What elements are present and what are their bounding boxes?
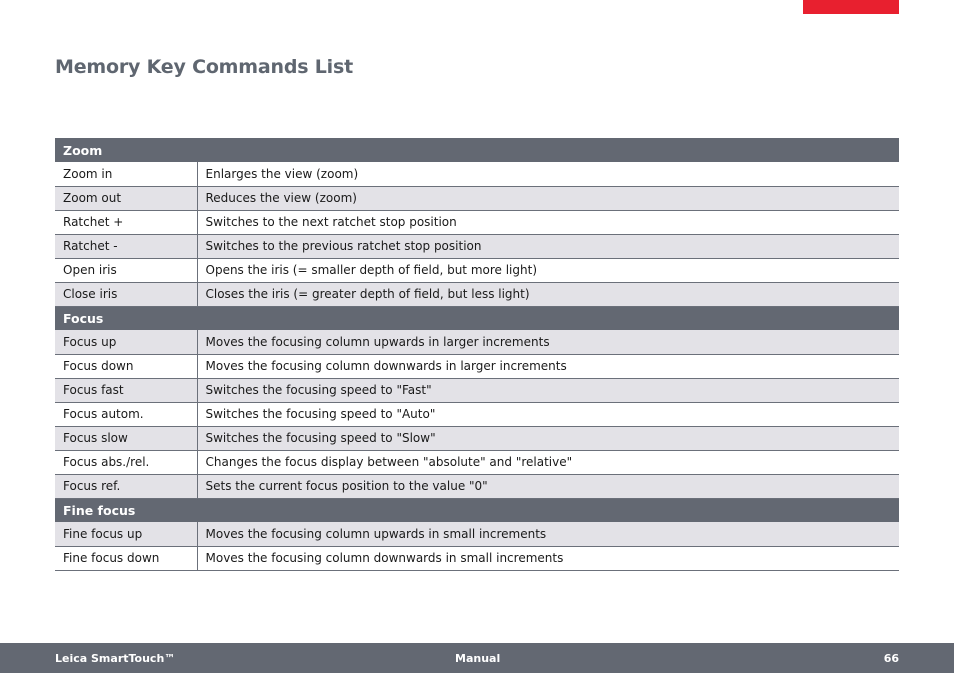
table-row <box>55 186 899 210</box>
section-title: Zoom <box>55 138 899 162</box>
command-name: Fine focus down <box>55 546 197 570</box>
table-row <box>55 162 899 186</box>
table-row <box>55 402 899 426</box>
memory-key-commands-table <box>55 138 899 571</box>
command-name: Focus ref. <box>55 474 197 498</box>
command-description: Switches the focusing speed to "Auto" <box>197 402 899 426</box>
command-description: Sets the current focus position to the value "0" <box>197 474 899 498</box>
command-description: Moves the focusing column upwards in larger increments <box>197 330 899 354</box>
table-row <box>55 450 899 474</box>
command-description: Moves the focusing column upwards in small increments <box>197 522 899 546</box>
table-row <box>55 426 899 450</box>
footer-product-name: Leica SmartTouch™ <box>55 652 176 665</box>
footer-page-number: 66 <box>883 652 899 665</box>
table-row <box>55 210 899 234</box>
command-description: Changes the focus display between "absolute" and "relative" <box>197 450 899 474</box>
red-accent-bar <box>803 0 899 14</box>
section-header-zoom <box>55 138 899 162</box>
command-description: Switches to the next ratchet stop position <box>197 210 899 234</box>
command-name: Close iris <box>55 282 197 306</box>
section-header-focus <box>55 306 899 330</box>
footer-document-type: Manual <box>455 652 501 665</box>
command-name: Focus down <box>55 354 197 378</box>
command-description: Switches the focusing speed to "Fast" <box>197 378 899 402</box>
command-name: Zoom out <box>55 186 197 210</box>
command-name: Focus up <box>55 330 197 354</box>
command-description: Switches the focusing speed to "Slow" <box>197 426 899 450</box>
table-row <box>55 258 899 282</box>
command-name: Zoom in <box>55 162 197 186</box>
command-name: Focus autom. <box>55 402 197 426</box>
table-row <box>55 546 899 570</box>
command-description: Enlarges the view (zoom) <box>197 162 899 186</box>
section-title: Focus <box>55 306 899 330</box>
command-description: Closes the iris (= greater depth of field, but less light) <box>197 282 899 306</box>
table-row <box>55 474 899 498</box>
command-name: Fine focus up <box>55 522 197 546</box>
command-name: Focus fast <box>55 378 197 402</box>
table-row <box>55 282 899 306</box>
command-description: Opens the iris (= smaller depth of field, but more light) <box>197 258 899 282</box>
table-row <box>55 330 899 354</box>
command-description: Moves the focusing column downwards in small increments <box>197 546 899 570</box>
command-name: Ratchet + <box>55 210 197 234</box>
table-row <box>55 354 899 378</box>
section-title: Fine focus <box>55 498 899 522</box>
command-description: Reduces the view (zoom) <box>197 186 899 210</box>
command-description: Moves the focusing column downwards in larger increments <box>197 354 899 378</box>
command-name: Focus abs./rel. <box>55 450 197 474</box>
table-row <box>55 234 899 258</box>
section-header-fine-focus <box>55 498 899 522</box>
page-title: Memory Key Commands List <box>55 56 353 78</box>
command-name: Open iris <box>55 258 197 282</box>
page-footer <box>0 643 954 673</box>
command-name: Ratchet - <box>55 234 197 258</box>
table-row <box>55 522 899 546</box>
command-name: Focus slow <box>55 426 197 450</box>
table-row <box>55 378 899 402</box>
command-description: Switches to the previous ratchet stop position <box>197 234 899 258</box>
